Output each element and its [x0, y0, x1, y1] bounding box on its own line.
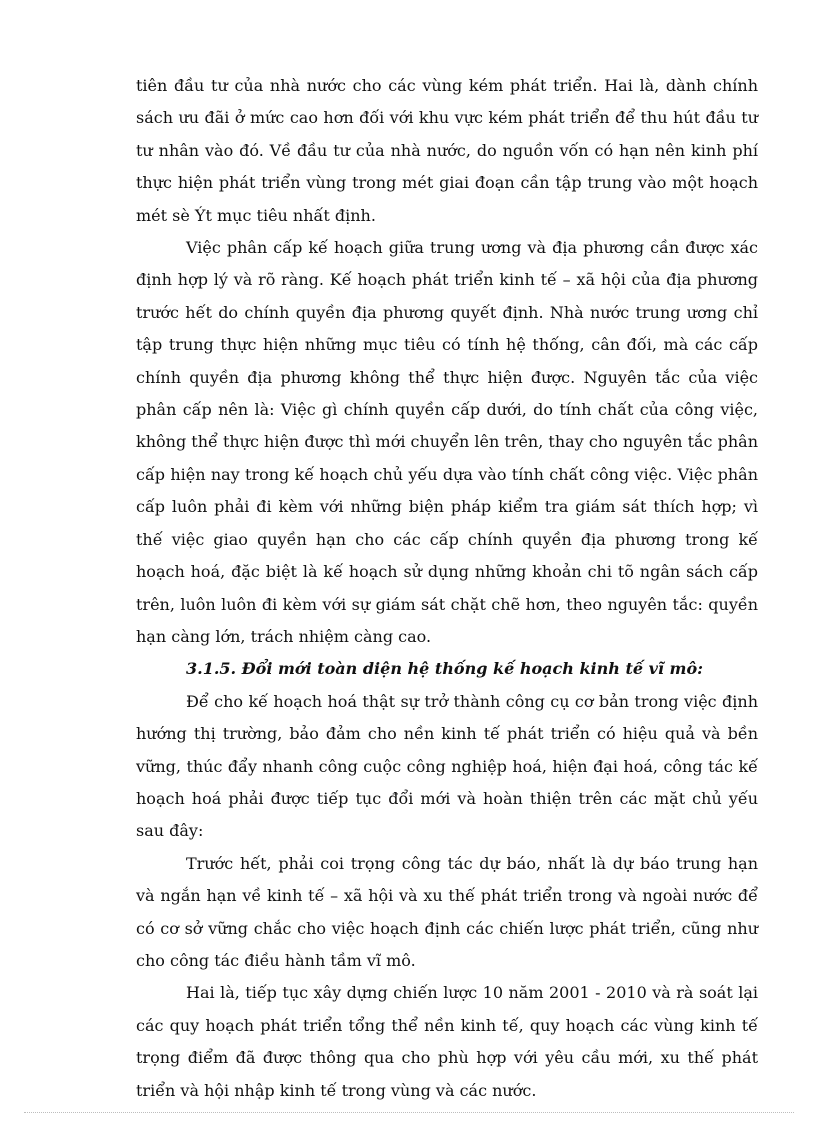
section-heading: 3.1.5. Đổi mới toàn diện hệ thống kế hoạch kinh tế vĩ mô: — [186, 659, 704, 679]
paragraph-continuation: tiên đầu tư của nhà nước cho các vùng kém phát triển. Hai là, dành chính sách ưu đãi ở mức cao hơn đối với khu vực kém phát triển để thu hút đầu tư tư nhân vào đó. Về đầu tư của nhà nước, do nguồn vốn có hạn nên kinh phí thực hiện phát triển vùng trong mét giai đoạn cần tập trung vào một hoạch mét sè Ýt mục tiêu nhất định. — [136, 76, 758, 225]
document-body — [136, 70, 758, 1107]
paragraph-planning-tool: Để cho kế hoạch hoá thật sự trở thành công cụ cơ bản trong việc định hướng thị trường, bảo đảm cho nền kinh tế phát triển có hiệu quả và bền vững, thúc đẩy nhanh công cuộc công nghiệp hoá, hiện đại hoá, công tác kế hoạch hoá phải được tiếp tục đổi mới và hoàn thiện trên các mặt chủ yếu sau đây: — [136, 691, 758, 841]
paragraph-forecasting: Trước hết, phải coi trọng công tác dự báo, nhất là dự báo trung hạn và ngắn hạn về kinh tế – xã hội và xu thế phát triển trong và ngoài nước để có cơ sở vững chắc cho việc hoạch định các chiến lược phát triển, cũng như cho công tác điều hành tầm vĩ mô. — [136, 853, 758, 970]
page-bottom-rule — [24, 1112, 794, 1113]
paragraph-strategy: Hai là, tiếp tục xây dựng chiến lược 10 năm 2001 - 2010 và rà soát lại các quy hoạch phát triển tổng thể nền kinh tế, quy hoạch các vùng kinh tế trọng điểm đã được thông qua cho phù hợp với yêu cầu mới, xu thế phát triển và hội nhập kinh tế trong vùng và các nước. — [136, 983, 758, 1100]
paragraph-decentralization: Việc phân cấp kế hoạch giữa trung ương và địa phương cần được xác định hợp lý và rõ ràng. Kế hoạch phát triển kinh tế – xã hội của địa phương trước hết do chính quyền địa phương quyết định. Nhà nước trung ương chỉ tập trung thực hiện những mục tiêu có tính hệ thống, cân đối, mà các cấp chính quyền địa phương không thể thực hiện được. Nguyên tắc của việc phân cấp nên là: Việc gì chính quyền cấp dưới, do tính chất của công việc, không thể thực hiện được thì mới chuyển lên trên, thay cho nguyên tắc phân cấp hiện nay trong kế hoạch chủ yếu dựa vào tính chất công việc. Việc phân cấp luôn phải đi kèm với những biện pháp kiểm tra giám sát thích hợp; vì thế việc giao quyền hạn cho các cấp chính quyền địa phương trong kế hoạch hoá, đặc biệt là kế hoạch sử dụng những khoản chi tõ ngân sách cấp trên, luôn luôn đi kèm với sự giám sát chặt chẽ hơn, theo nguyên tắc: quyền hạn càng lớn, trách nhiệm càng cao. — [136, 238, 758, 646]
